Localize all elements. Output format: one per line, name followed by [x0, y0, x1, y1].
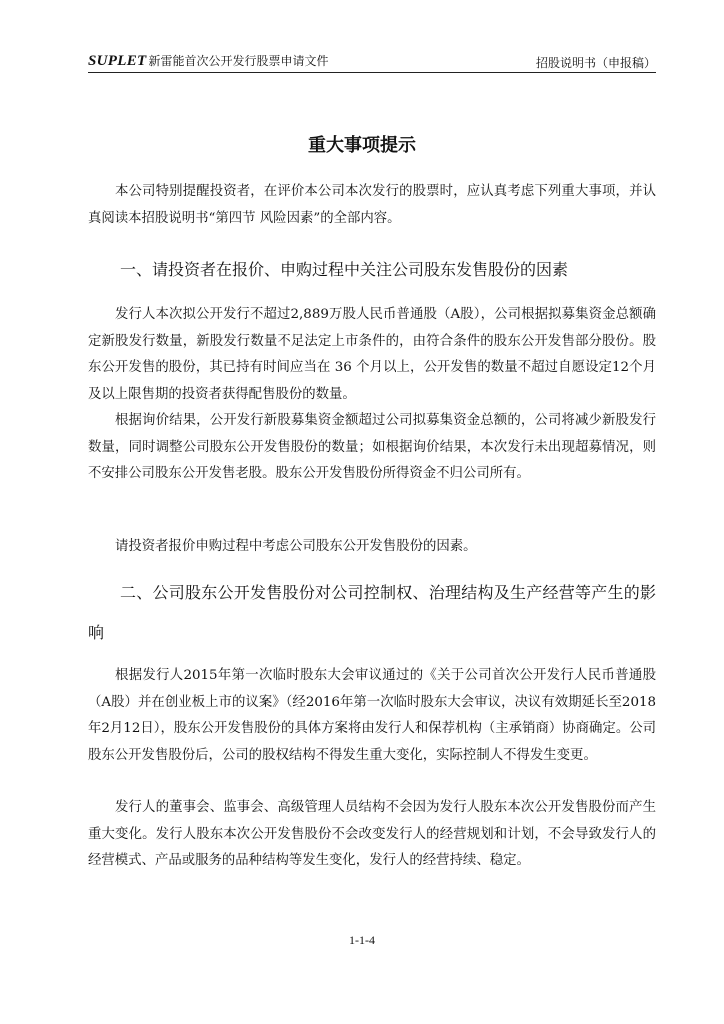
section1-paragraph-1: 发行人本次拟公开发行不超过2,889万股人民币普通股（A股），公司根据拟募集资金总额确定新股发行数量，新股发行数量不足法定上市条件的，由符合条件的股东公开发售部分股份。股东公开发售的股份，其已持有时间应当在 36 个月以上，公开发售的数量不超过自愿设定12个月及以上限售期的投资者获得配售股份的数量。	[88, 307, 656, 402]
brand-logo-text: SUPLET	[88, 53, 147, 69]
intro-paragraph: 本公司特别提醒投资者，在评价本公司本次发行的股票时，应认真考虑下列重大事项，并认真阅读本招股说明书“第四节 风险因素”的全部内容。	[88, 184, 656, 226]
section1-paragraph-3: 请投资者报价申购过程中考虑公司股东公开发售股份的因素。	[115, 539, 477, 554]
section1-heading: 一、请投资者在报价、申购过程中关注公司股东发售股份的因素	[120, 260, 569, 279]
section1-paragraph-2: 根据询价结果，公开发行新股募集资金额超过公司拟募集资金总额的，公司将减少新股发行数量，同时调整公司股东公开发售股份的数量；如根据询价结果，本次发行未出现超募情况，则不安排公司股东公开发售老股。股东公开发售股份所得资金不归公司所有。	[88, 413, 656, 481]
page-title: 重大事项提示	[308, 135, 416, 156]
page-number: 1-1-4	[349, 933, 375, 947]
section2-heading: 二、公司股东公开发售股份对公司控制权、治理结构及生产经营等产生的影响	[88, 583, 656, 642]
section2-paragraph-2: 发行人的董事会、监事会、高级管理人员结构不会因为发行人股东本次公开发售股份而产生重大变化。发行人股东本次公开发售股份不会改变发行人的经营规划和计划，不会导致发行人的经营模式、产品或服务的品种结构等发生变化，发行人的经营持续、稳定。	[88, 800, 656, 868]
section2-paragraph-1: 根据发行人2015年第一次临时股东大会审议通过的《关于公司首次公开发行人民币普通股（A股）并在创业板上市的议案》（经2016年第一次临时股东大会审议，决议有效期延长至2018年2月12日），股东公开发售股份的具体方案将由发行人和保荐机构（主承销商）协商确定。公司股东公开发售股份后，公司的股权结构不得发生重大变化，实际控制人不得发生变更。	[88, 668, 656, 763]
header-left	[88, 52, 328, 70]
page-header	[88, 50, 656, 73]
document-name: 新雷能首次公开发行股票申请文件	[148, 54, 329, 68]
document-type: 招股说明书（申报稿）	[535, 56, 656, 70]
